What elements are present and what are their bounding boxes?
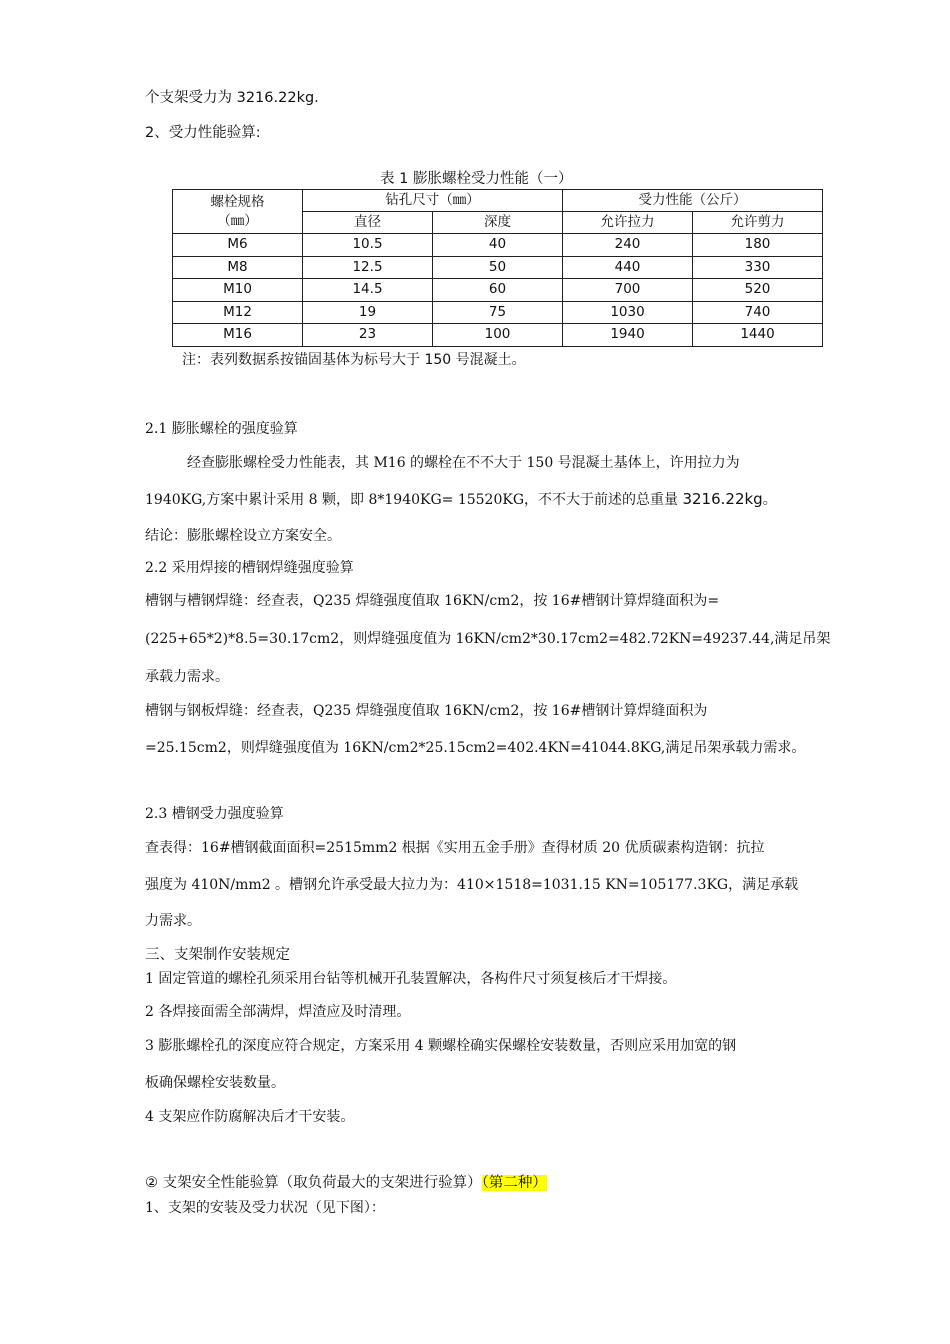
cell-depth: 75 [433, 301, 563, 324]
paragraph-line: 经查膨胀螺栓受力性能表，其 M16 的螺栓在不不大于 150 号混凝土基体上，许用拉力为 [187, 455, 740, 471]
header-performance: 受力性能（公斤） [563, 190, 823, 212]
cell-depth: 60 [433, 279, 563, 302]
cell-shear: 740 [693, 301, 823, 324]
header-allowed-tension: 允许拉力 [563, 212, 693, 234]
cell-depth: 40 [433, 234, 563, 257]
section-heading-second-type [145, 1171, 547, 1192]
list-item: 2 各焊接面需全部满焊，焊渣应及时清理。 [145, 1004, 411, 1020]
paragraph-text: 1940KG,方案中累计采用 8 颗，即 8*1940KG= 15520KG，不不大于前述的总重量 [145, 492, 683, 508]
cell-tension: 240 [563, 234, 693, 257]
cell-spec: M6 [173, 234, 303, 257]
table-row [173, 324, 823, 347]
cell-shear: 330 [693, 256, 823, 279]
total-weight-value: 3216.22kg [682, 490, 763, 508]
cell-tension: 1030 [563, 301, 693, 324]
table-row [173, 301, 823, 324]
subsection-2-1-heading: 2.1 膨胀螺栓的强度验算 [145, 421, 298, 437]
paragraph-line [145, 489, 777, 509]
intro-line: 个支架受力为 3216.22kg. [145, 90, 319, 106]
list-item-continued: 板确保螺栓安装数量。 [145, 1075, 285, 1091]
highlighted-label: （第二种） [481, 1175, 547, 1191]
list-item: 1 固定管道的螺栓孔须采用台钻等机械开孔装置解决，各构件尺寸须复核后才干焊接。 [145, 971, 677, 987]
section-heading-text: ② 支架安全性能验算（取负荷最大的支架进行验算） [145, 1175, 482, 1191]
cell-shear: 180 [693, 234, 823, 257]
header-allowed-shear: 允许剪力 [693, 212, 823, 234]
table-caption: 表 1 膨胀螺栓受力性能（一） [380, 171, 573, 187]
section-heading-2: 2、受力性能验算: [145, 125, 261, 141]
table-row [173, 256, 823, 279]
conclusion-line: 结论：膨胀螺栓设立方案安全。 [145, 528, 341, 544]
list-item: 3 膨胀螺栓孔的深度应符合规定，方案采用 4 颗螺栓确实保螺栓安装数量，否则应采用加宽的钢 [145, 1038, 737, 1054]
paragraph-line: 力需求。 [145, 913, 201, 929]
header-bolt-spec [173, 190, 303, 234]
cell-diameter: 19 [303, 301, 433, 324]
header-bolt-spec-label: 螺栓规格 [210, 193, 265, 210]
header-drill-size: 钻孔尺寸（㎜） [303, 190, 563, 212]
table-header-row [173, 190, 823, 212]
cell-diameter: 23 [303, 324, 433, 347]
paragraph-line: 查表得：16#槽钢截面面积=2515mm2 根据《实用五金手册》查得材质 20 优质碳素构造钢：抗拉 [145, 840, 765, 856]
paragraph-line: 1、支架的安装及受力状况（见下图）： [145, 1200, 385, 1216]
cell-spec: M8 [173, 256, 303, 279]
cell-spec: M16 [173, 324, 303, 347]
paragraph-line: 槽钢与钢板焊缝：经查表，Q235 焊缝强度值取 16KN/cm2，按 16#槽钢计算焊缝面积为 [145, 703, 708, 719]
bolt-performance-table [172, 189, 823, 347]
paragraph-line: =25.15cm2，则焊缝强度值为 16KN/cm2*25.15cm2=402.4KN=41044.8KG,满足吊架承载力需求。 [145, 740, 806, 756]
header-bolt-spec-unit: （㎜） [217, 212, 258, 229]
cell-shear: 520 [693, 279, 823, 302]
cell-spec: M10 [173, 279, 303, 302]
cell-depth: 100 [433, 324, 563, 347]
cell-tension: 440 [563, 256, 693, 279]
subsection-2-2-heading: 2.2 采用焊接的槽钢焊缝强度验算 [145, 560, 354, 576]
cell-spec: M12 [173, 301, 303, 324]
cell-depth: 50 [433, 256, 563, 279]
cell-shear: 1440 [693, 324, 823, 347]
header-depth: 深度 [433, 212, 563, 234]
table-row [173, 279, 823, 302]
paragraph-text-end: 。 [762, 492, 777, 508]
cell-tension: 700 [563, 279, 693, 302]
cell-diameter: 14.5 [303, 279, 433, 302]
paragraph-line: 承载力需求。 [145, 669, 229, 685]
cell-tension: 1940 [563, 324, 693, 347]
section-heading-3: 三、支架制作安装规定 [145, 947, 290, 963]
subsection-2-3-heading: 2.3 槽钢受力强度验算 [145, 806, 284, 822]
paragraph-line: (225+65*2)*8.5=30.17cm2，则焊缝强度值为 16KN/cm2*30.17cm2=482.72KN=49237.44,满足吊架 [145, 631, 831, 647]
paragraph-line: 槽钢与槽钢焊缝：经查表，Q235 焊缝强度值取 16KN/cm2，按 16#槽钢计算焊缝面积为= [145, 593, 720, 609]
table-note: 注：表列数据系按锚固基体为标号大于 150 号混凝土。 [182, 352, 526, 368]
cell-diameter: 12.5 [303, 256, 433, 279]
cell-diameter: 10.5 [303, 234, 433, 257]
header-diameter: 直径 [303, 212, 433, 234]
list-item: 4 支架应作防腐解决后才干安装。 [145, 1109, 355, 1125]
table-row [173, 234, 823, 257]
paragraph-line: 强度为 410N/mm2 。槽钢允许承受最大拉力为：410×1518=1031.15 KN=105177.3KG，满足承载 [145, 877, 799, 893]
